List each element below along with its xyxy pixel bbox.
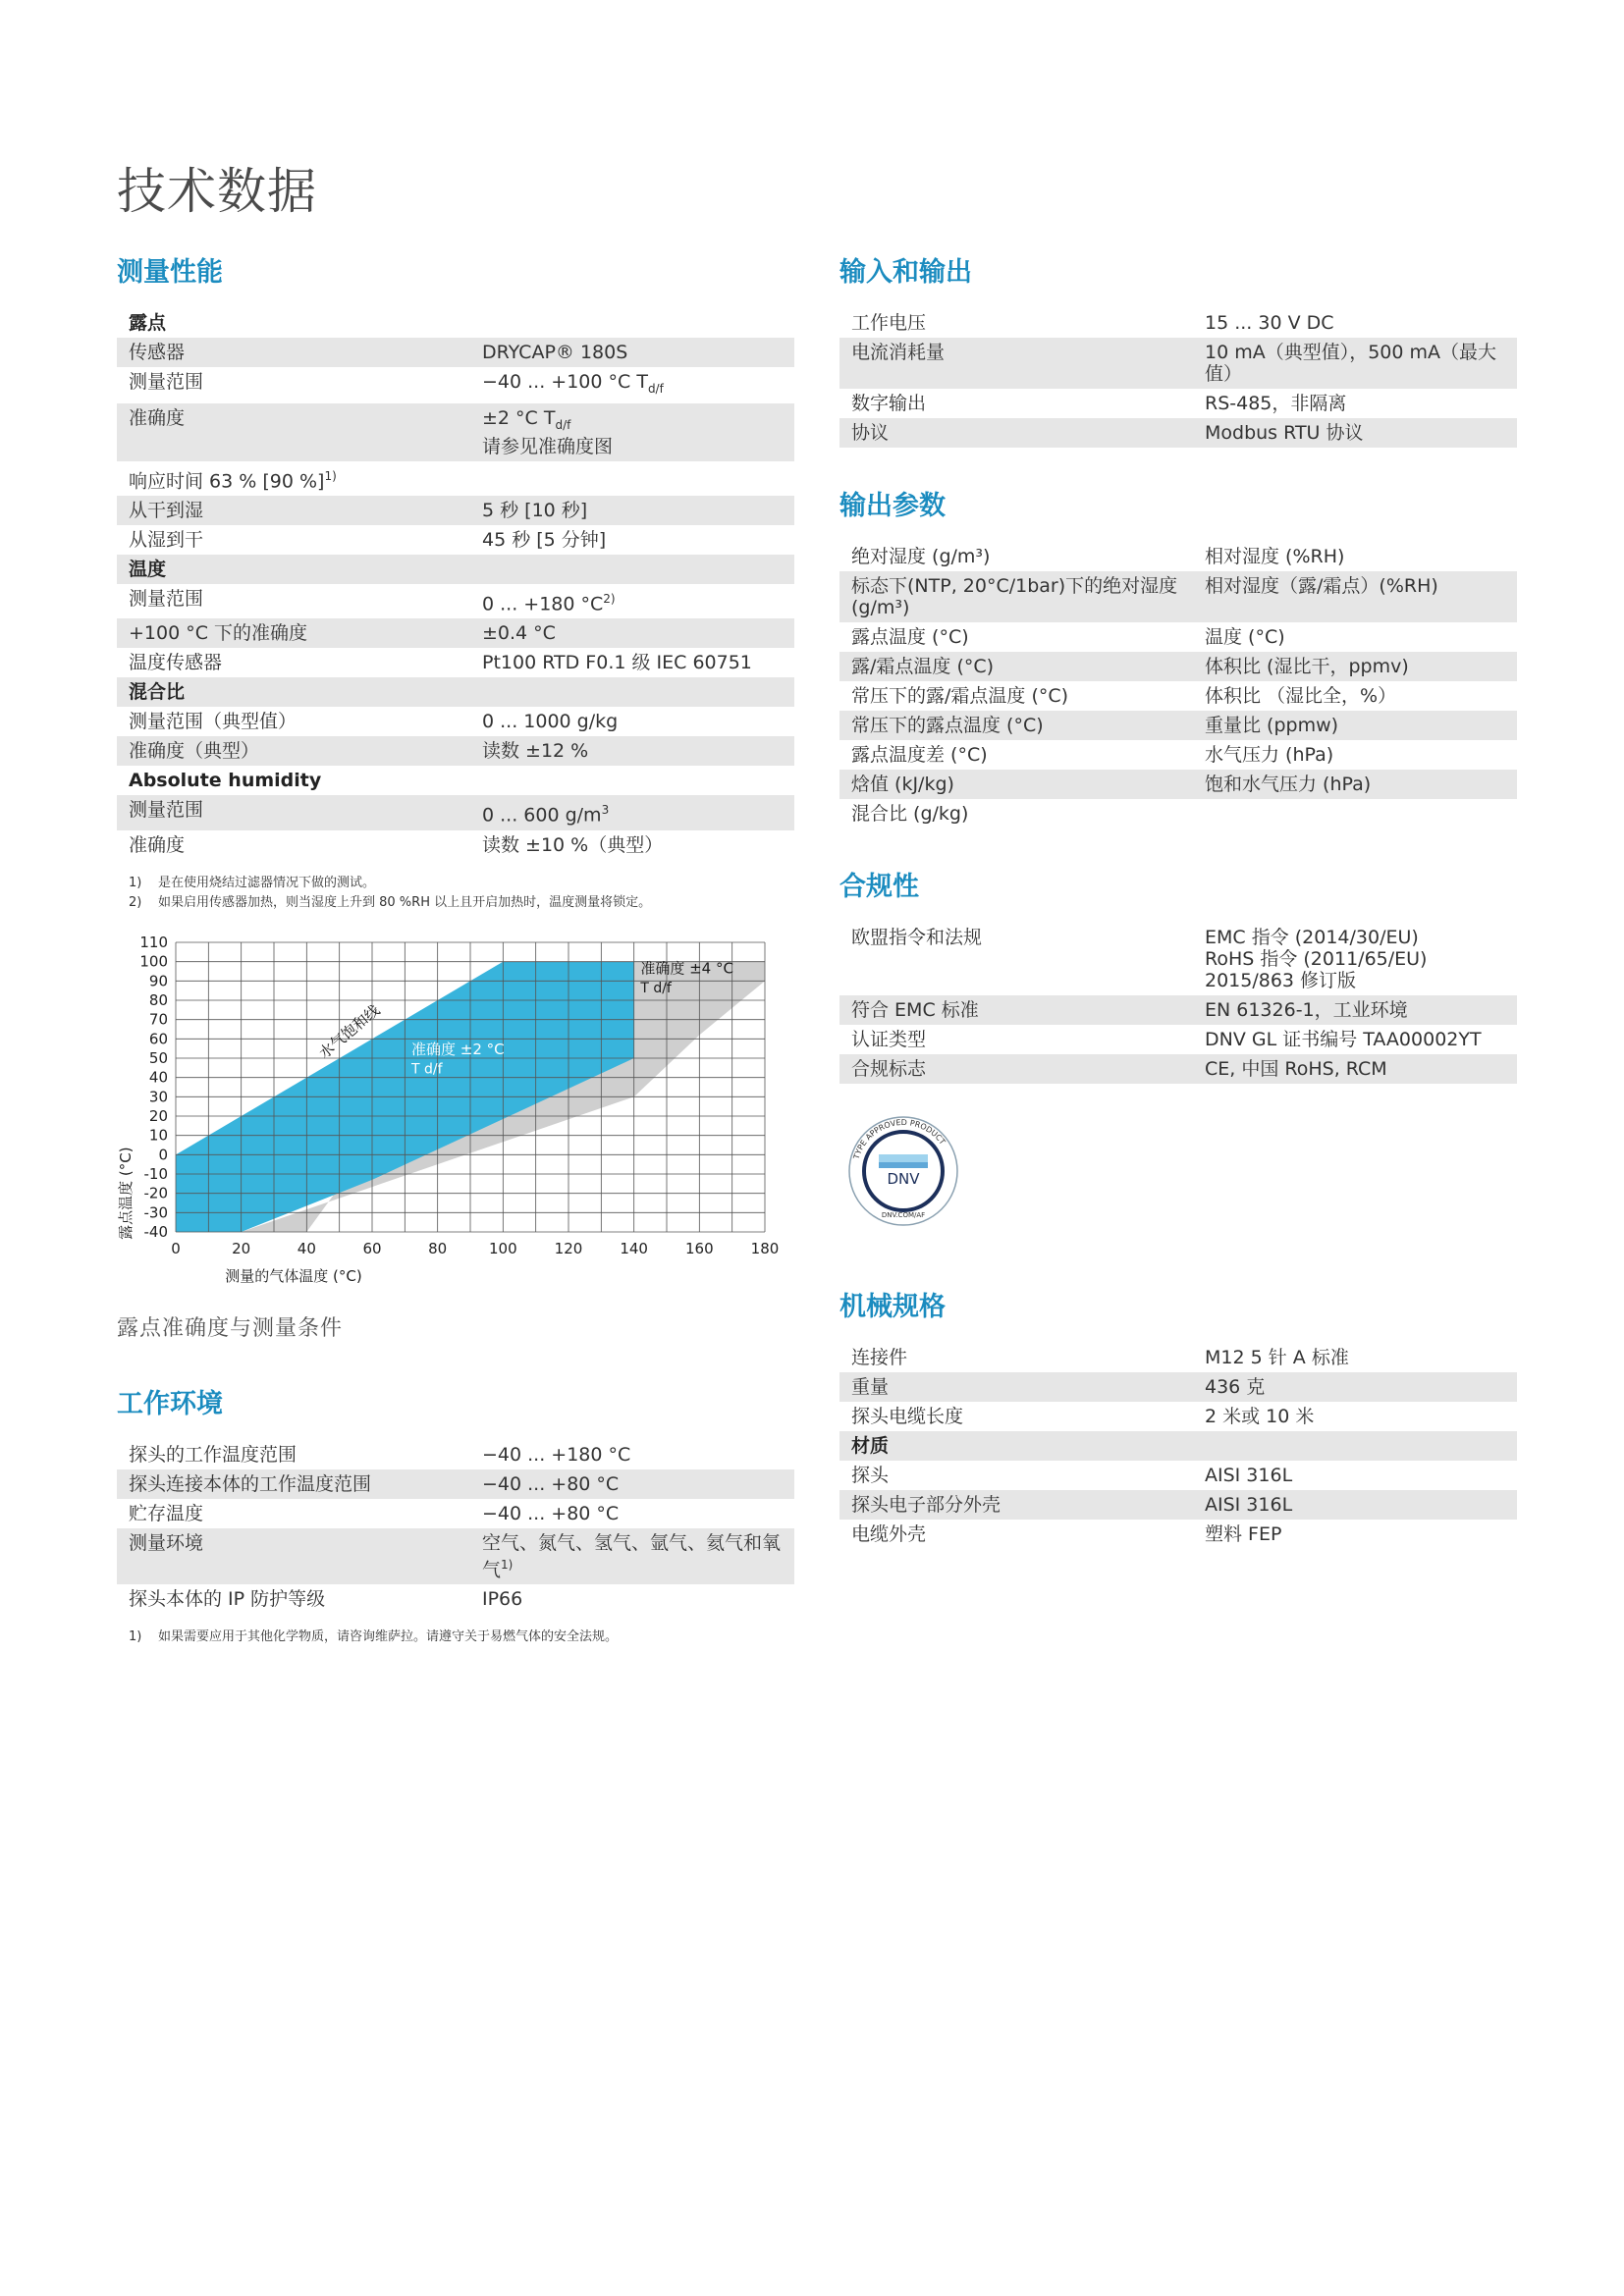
spec-value-cell (470, 308, 794, 338)
measurement-footnotes (117, 874, 794, 913)
chart-y-tick-label: 70 (148, 1010, 168, 1029)
spec-value-cell (470, 766, 794, 795)
spec-value-cell (470, 496, 794, 525)
chart-y-tick-label: 80 (148, 990, 168, 1009)
spec-label: 温度 (117, 555, 470, 584)
spec-label: 露点 (129, 312, 167, 334)
spec-value-cell (470, 648, 794, 677)
spec-value-cell (1193, 711, 1517, 740)
spec-value-cell (470, 338, 794, 367)
spec-value: EMC 指令 (2014/30/EU) (1205, 927, 1419, 948)
chart-y-tick-label: -30 (143, 1202, 168, 1221)
spec-label: 探头电子部分外壳 (839, 1490, 1193, 1520)
footnote-text: 是在使用烧结过滤器情况下做的测试。 (158, 875, 376, 890)
spec-value: DRYCAP® 180S (482, 342, 628, 363)
dnv-type-approved-badge (839, 1107, 967, 1235)
spec-label: 测量范围 (129, 371, 204, 393)
spec-value: Modbus RTU 协议 (1205, 422, 1364, 444)
spec-value-cell (1193, 1372, 1517, 1402)
spec-value-cell (470, 1440, 794, 1469)
spec-value-cell (1193, 1431, 1517, 1461)
spec-value: AISI 316L (1205, 1465, 1293, 1486)
spec-label: 露点温度差 (°C) (851, 744, 988, 766)
spec-value: 0 ... 1000 g/kg (482, 711, 619, 733)
spec-row (117, 367, 794, 403)
spec-row (117, 830, 794, 860)
spec-row (117, 766, 794, 795)
spec-value: 体积比 （湿比全，%） (1205, 685, 1397, 707)
spec-row (839, 681, 1517, 711)
spec-value: 0 ... +180 °C (482, 593, 604, 615)
spec-value: −40 ... +80 °C (482, 1502, 620, 1524)
spec-row (839, 1343, 1517, 1372)
spec-label: 电缆外壳 (851, 1523, 927, 1545)
spec-label: 连接件 (851, 1347, 908, 1368)
spec-label: 材质 (839, 1431, 1193, 1461)
spec-value: CE, 中国 RoHS, RCM (1205, 1058, 1387, 1080)
spec-label: 欧盟指令和法规 (851, 927, 983, 948)
spec-row (839, 711, 1517, 740)
spec-label: 测量范围 (117, 795, 470, 829)
chart-x-tick-label: 40 (297, 1239, 316, 1257)
section-title-measurement: 测量性能 (117, 257, 223, 288)
spec-label: 准确度 (129, 833, 186, 856)
badge-url: DNV.COM/AF (881, 1211, 926, 1219)
spec-value-subscript: d/f (555, 417, 571, 432)
spec-row (839, 1025, 1517, 1054)
io-table (839, 308, 1517, 448)
spec-row (117, 403, 794, 461)
spec-row (839, 571, 1517, 622)
spec-label: 探头的工作温度范围 (129, 1443, 298, 1466)
spec-row (839, 1402, 1517, 1431)
spec-value-cell (1193, 571, 1517, 622)
spec-value-cell (1193, 1520, 1517, 1549)
spec-label: 协议 (839, 418, 1193, 448)
spec-value: 436 克 (1205, 1376, 1266, 1398)
section-title-environment: 工作环境 (117, 1388, 223, 1419)
spec-label: 电流消耗量 (839, 338, 1193, 389)
spec-label: 常压下的露点温度 (°C) (839, 711, 1193, 740)
spec-value-cell (1193, 740, 1517, 770)
spec-row (117, 677, 794, 707)
chart-y-tick-label: 50 (148, 1048, 168, 1067)
spec-value: DNV GL 证书编号 TAA00002YT (1205, 1029, 1482, 1050)
spec-value: 温度 (°C) (1205, 626, 1285, 648)
spec-row (839, 770, 1517, 799)
chart-y-tick-label: 40 (148, 1068, 168, 1087)
spec-label: 工作电压 (851, 312, 927, 334)
spec-value: IP66 (482, 1587, 523, 1610)
spec-value-cell (1193, 338, 1517, 389)
chart-x-tick-label: 100 (489, 1239, 517, 1257)
spec-value-cell (1193, 995, 1517, 1025)
spec-label: 焓值 (kJ/kg) (839, 770, 1193, 799)
spec-row (839, 1431, 1517, 1461)
spec-value: 读数 ±12 % (482, 740, 589, 763)
spec-value-cell (470, 461, 794, 496)
chart-x-tick-label: 20 (232, 1239, 251, 1257)
badge-logo: DNV (887, 1170, 920, 1188)
spec-value-superscript: 3 (601, 803, 610, 818)
chart-svg (117, 933, 794, 1306)
spec-value: M12 5 针 A 标准 (1205, 1347, 1349, 1368)
spec-value-cell (470, 525, 794, 555)
spec-value-cell (470, 618, 794, 648)
spec-label: 准确度 (117, 403, 470, 461)
chart-y-tick-label: -10 (143, 1164, 168, 1183)
chart-annotation-accuracy-2: 准确度 ±2 °C (411, 1040, 505, 1058)
spec-row (117, 707, 794, 736)
spec-value: 相对湿度 (%RH) (1205, 546, 1345, 567)
chart-y-tick-label: 110 (139, 933, 168, 951)
spec-value-cell (470, 1499, 794, 1528)
spec-row (839, 923, 1517, 995)
chart-annotation-saturation: 水气饱和线 (315, 1000, 384, 1062)
spec-label: 测量环境 (117, 1528, 470, 1584)
spec-value-cell (1193, 681, 1517, 711)
spec-row (839, 1372, 1517, 1402)
spec-row (117, 1528, 794, 1584)
spec-value-cell (1193, 1025, 1517, 1054)
section-title-mechanical: 机械规格 (839, 1292, 946, 1322)
measurement-table (117, 308, 794, 860)
spec-row (839, 1520, 1517, 1549)
spec-value-cell (1193, 799, 1517, 828)
spec-value: 饱和水气压力 (hPa) (1205, 774, 1372, 795)
spec-label: 测量范围 (129, 587, 204, 610)
spec-row (117, 461, 794, 496)
spec-label: 温度传感器 (129, 652, 223, 674)
spec-value: ±0.4 °C (482, 622, 556, 645)
chart-y-tick-label: -40 (143, 1222, 168, 1241)
spec-label: Absolute humidity (129, 770, 322, 792)
spec-row (117, 1499, 794, 1528)
spec-label: 绝对湿度 (g/m³) (851, 546, 991, 567)
spec-label-text: 响应时间 63 % [90 %] (129, 469, 325, 492)
chart-annotation-accuracy-4: 准确度 ±4 °C (640, 959, 733, 978)
spec-label: 数字输出 (851, 393, 927, 414)
spec-value-cell (1193, 923, 1517, 995)
spec-row (839, 1054, 1517, 1084)
spec-value-cell (470, 367, 794, 403)
footnote (117, 893, 794, 913)
spec-label: 合规标志 (839, 1054, 1193, 1084)
spec-value: −40 ... +80 °C (482, 1472, 620, 1495)
footnote-number: 1) (129, 875, 142, 890)
spec-value-cell (470, 677, 794, 707)
spec-value: 重量比 (ppmw) (1205, 715, 1339, 736)
spec-row (839, 1490, 1517, 1520)
chart-x-tick-label: 60 (362, 1239, 382, 1257)
spec-row (117, 795, 794, 829)
spec-value: 体积比 (湿比干，ppmv) (1205, 656, 1409, 677)
chart-x-tick-label: 160 (685, 1239, 714, 1257)
spec-value-cell (1193, 1490, 1517, 1520)
right-column (839, 253, 1517, 1549)
spec-value-cell (470, 555, 794, 584)
spec-label: 探头本体的 IP 防护等级 (129, 1587, 326, 1610)
spec-value-line2: RoHS 指令 (2011/65/EU) 2015/863 修订版 (1205, 948, 1428, 991)
footnote-number: 1) (129, 1629, 142, 1644)
spec-value: 45 秒 [5 分钟] (482, 528, 607, 551)
spec-row (839, 389, 1517, 418)
spec-label: 从干到湿 (117, 496, 470, 525)
spec-label: 探头电缆长度 (851, 1406, 964, 1427)
spec-value-cell (1193, 1402, 1517, 1431)
chart-y-tick-label: 60 (148, 1029, 168, 1047)
spec-label: 露/霜点温度 (°C) (839, 652, 1193, 681)
spec-row (839, 622, 1517, 652)
spec-value-line2: 请参见准确度图 (482, 435, 614, 457)
spec-label-superscript: 1) (324, 468, 337, 483)
spec-row (839, 799, 1517, 828)
spec-value-cell (1193, 652, 1517, 681)
spec-row (117, 525, 794, 555)
output-params-table (839, 542, 1517, 828)
spec-row (117, 584, 794, 618)
spec-value: EN 61326-1，工业环境 (1205, 999, 1408, 1021)
spec-label: 常压下的露/霜点温度 (°C) (851, 685, 1069, 707)
chart-x-tick-label: 80 (428, 1239, 448, 1257)
spec-row (117, 648, 794, 677)
spec-value-cell (1193, 770, 1517, 799)
chart-x-tick-label: 180 (750, 1239, 780, 1257)
chart-x-tick-label: 0 (171, 1239, 181, 1257)
spec-label: 传感器 (117, 338, 470, 367)
footnote (117, 1628, 794, 1647)
chart-x-tick-label: 120 (554, 1239, 583, 1257)
chart-y-tick-label: 0 (158, 1145, 168, 1163)
spec-row (839, 995, 1517, 1025)
chart-annotation-tdf-4: T d/f (640, 980, 672, 996)
spec-label: 混合比 (g/kg) (851, 803, 969, 825)
spec-value: 0 ... 600 g/m (482, 804, 602, 827)
spec-value: ±2 °C T (482, 406, 556, 429)
spec-row (117, 555, 794, 584)
chart-y-tick-label: 10 (148, 1126, 168, 1145)
chart-y-tick-label: 20 (148, 1106, 168, 1125)
spec-value: RS-485，非隔离 (1205, 393, 1347, 414)
spec-value: 塑料 FEP (1205, 1523, 1282, 1545)
footnote-text: 如果需要应用于其他化学物质，请咨询维萨拉。请遵守关于易燃气体的安全法规。 (158, 1629, 619, 1644)
section-title-io: 输入和输出 (839, 257, 972, 288)
spec-label: 露点温度 (°C) (851, 626, 969, 648)
spec-value-superscript: 1) (501, 1557, 514, 1572)
spec-value-cell (470, 403, 794, 461)
spec-row (839, 652, 1517, 681)
spec-value-subscript: d/f (647, 381, 664, 396)
spec-label: 符合 EMC 标准 (839, 995, 1193, 1025)
chart-y-tick-label: 100 (139, 952, 168, 971)
chart-annotation-tdf-2: T d/f (411, 1061, 443, 1078)
spec-value: 水气压力 (hPa) (1205, 744, 1334, 766)
spec-value-cell (470, 830, 794, 860)
chart-x-axis-label: 测量的气体温度 (°C) (225, 1266, 362, 1285)
spec-label: 准确度（典型） (117, 736, 470, 766)
spec-value: −40 ... +180 °C (482, 1443, 631, 1466)
spec-value: 15 ... 30 V DC (1205, 312, 1334, 334)
spec-value-cell (470, 584, 794, 618)
spec-value-cell (1193, 389, 1517, 418)
spec-value-cell (470, 1584, 794, 1614)
section-title-output-params: 输出参数 (839, 491, 946, 521)
chart-y-tick-label: 90 (148, 971, 168, 989)
spec-value-cell (1193, 418, 1517, 448)
spec-row (117, 618, 794, 648)
spec-label (117, 461, 470, 496)
spec-value: 2 米或 10 米 (1205, 1406, 1315, 1427)
spec-row (117, 308, 794, 338)
spec-value-superscript: 2) (603, 591, 616, 606)
spec-label: 混合比 (117, 677, 470, 707)
spec-value-cell (470, 795, 794, 829)
environment-footnotes (117, 1628, 794, 1647)
spec-row (839, 418, 1517, 448)
spec-value: 读数 ±10 %（典型） (482, 833, 664, 856)
footnote-number: 2) (129, 894, 142, 910)
spec-row (117, 736, 794, 766)
spec-value-cell (1193, 308, 1517, 338)
spec-value-cell (1193, 1461, 1517, 1490)
spec-row (117, 1469, 794, 1499)
spec-row (117, 496, 794, 525)
spec-row (117, 1584, 794, 1614)
spec-value-cell (470, 1469, 794, 1499)
spec-row (839, 542, 1517, 571)
spec-row (117, 338, 794, 367)
environment-table (117, 1440, 794, 1614)
dewpoint-accuracy-chart (117, 933, 794, 1306)
spec-value-cell (1193, 542, 1517, 571)
spec-value-cell (470, 707, 794, 736)
footnote (117, 874, 794, 893)
spec-label: +100 °C 下的准确度 (117, 618, 470, 648)
spec-value: Pt100 RTD F0.1 级 IEC 60751 (482, 652, 752, 674)
chart-y-tick-label: 30 (148, 1087, 168, 1105)
spec-row (117, 1440, 794, 1469)
spec-label: 重量 (839, 1372, 1193, 1402)
mechanical-table (839, 1343, 1517, 1549)
spec-label: 测量范围（典型值） (129, 711, 298, 733)
spec-value: 5 秒 [10 秒] (482, 499, 588, 521)
page-title: 技术数据 (117, 163, 317, 220)
spec-value: 相对湿度（露/霜点）(%RH) (1205, 575, 1438, 597)
spec-value: AISI 316L (1205, 1494, 1293, 1516)
spec-value: 空气、氮气、氢气、氩气、氦气和氧气 (482, 1531, 782, 1580)
left-column (117, 253, 794, 1647)
spec-value-cell (1193, 622, 1517, 652)
section-title-compliance: 合规性 (839, 872, 919, 902)
spec-label: 探头连接本体的工作温度范围 (117, 1469, 470, 1499)
spec-value: 10 mA（典型值），500 mA（最大值） (1205, 342, 1497, 385)
spec-value-cell (1193, 1343, 1517, 1372)
spec-row (839, 338, 1517, 389)
spec-row (839, 308, 1517, 338)
chart-y-tick-label: -20 (143, 1184, 168, 1202)
spec-value-cell (470, 736, 794, 766)
chart-y-axis-label: 露点温度 (°C) (117, 1147, 135, 1240)
spec-value: −40 ... +100 °C T (482, 371, 648, 393)
spec-row (839, 1461, 1517, 1490)
spec-value-cell (1193, 1054, 1517, 1084)
footnote-text: 如果启用传感器加热，则当湿度上升到 80 %RH 以上且开启加热时，温度测量将锁定。 (158, 894, 652, 910)
spec-row (839, 740, 1517, 770)
spec-label: 探头 (851, 1465, 890, 1486)
spec-value-cell (470, 1528, 794, 1584)
badge-ring-text: TYPE APPROVED PRODUCT (851, 1117, 947, 1160)
chart-caption: 露点准确度与测量条件 (117, 1315, 344, 1341)
spec-label: 贮存温度 (129, 1502, 204, 1524)
compliance-table (839, 923, 1517, 1084)
spec-label: 认证类型 (851, 1029, 927, 1050)
spec-label: 标态下(NTP, 20°C/1bar)下的绝对湿度 (g/m³) (839, 571, 1193, 622)
chart-x-tick-label: 140 (620, 1239, 648, 1257)
spec-label: 从湿到干 (129, 528, 204, 551)
